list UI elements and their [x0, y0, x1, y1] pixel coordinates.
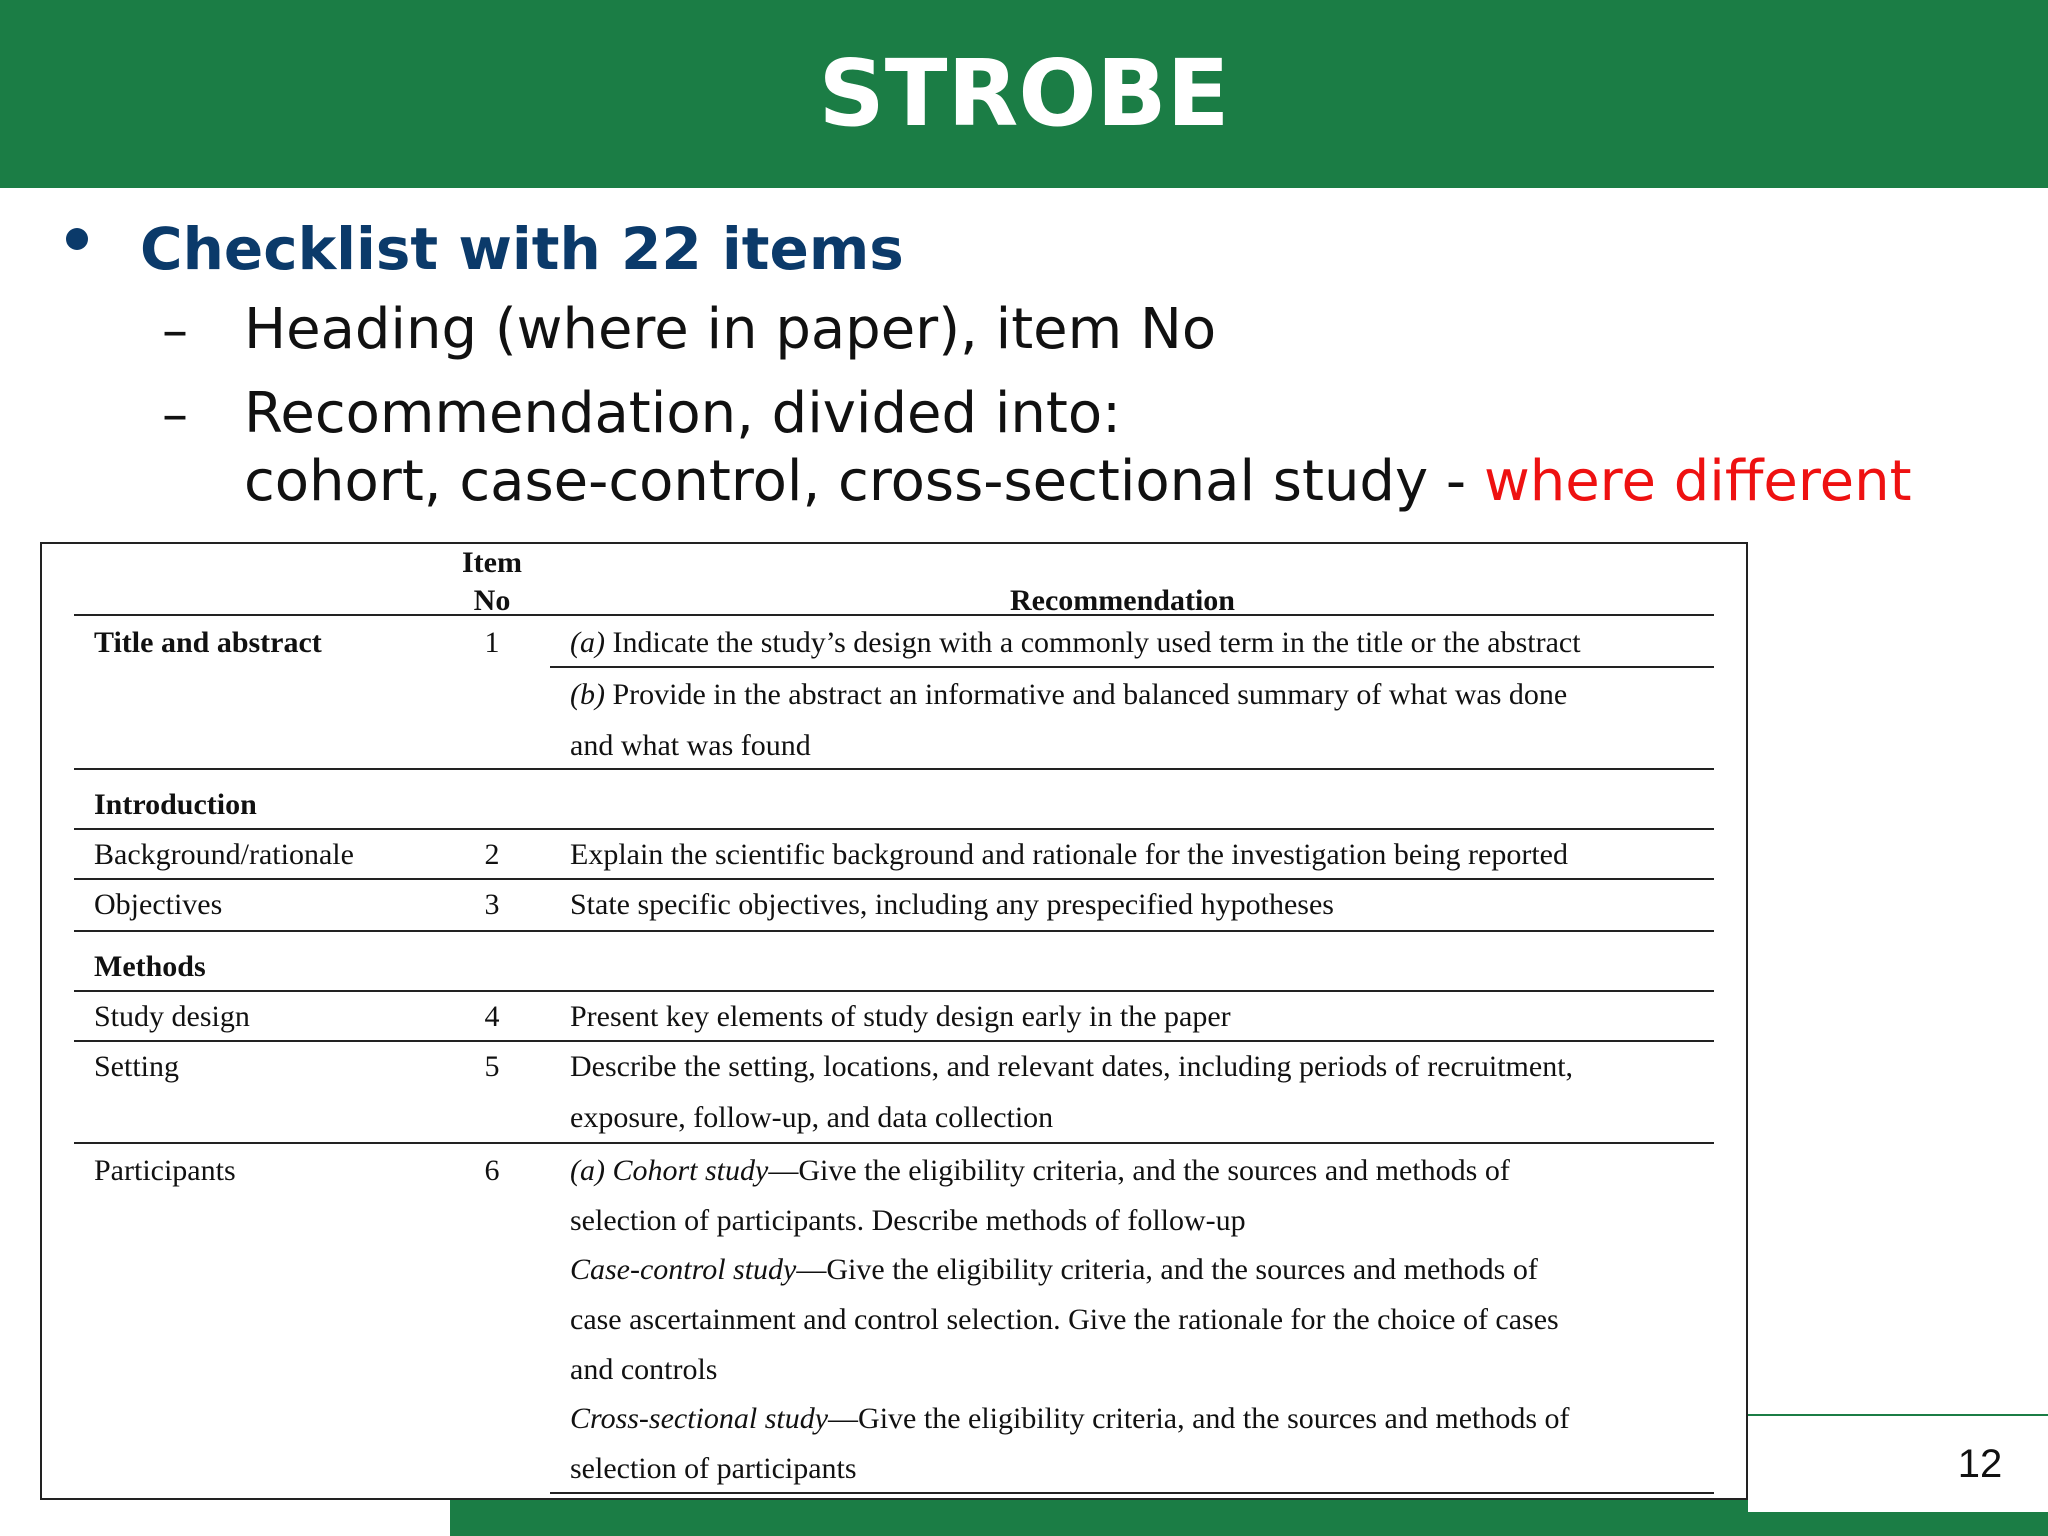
item-no-3: 3 [484, 888, 500, 921]
rec-participants-case-control-cont: case ascertainment and control selection. Give the rationale for the choice of cases [570, 1303, 1559, 1336]
item-no-4: 4 [484, 1000, 500, 1033]
row-heading-title-abstract: Title and abstract [94, 626, 322, 659]
header-item: Item [462, 546, 522, 579]
row-heading-participants: Participants [94, 1154, 236, 1187]
rec-text: Indicate the study’s design with a commonly used term in the title or the abstract [604, 626, 1581, 659]
rec-objectives: State specific objectives, including any prespecified hypotheses [570, 888, 1334, 921]
rec-participants-cohort [570, 1152, 1510, 1190]
rec-participants-case-control [570, 1251, 1538, 1289]
rec-title-abstract-b [570, 676, 1567, 714]
case-control-study-label: Case-control study [570, 1253, 797, 1286]
rule-row [74, 930, 1714, 932]
rule-row [74, 1142, 1714, 1144]
rule-row [74, 1040, 1714, 1042]
label-b: (b) [570, 678, 605, 711]
row-heading-background: Background/rationale [94, 838, 354, 871]
bullet-dot-icon [66, 228, 88, 250]
row-heading-study-design: Study design [94, 1000, 250, 1033]
rec-participants-cohort-cont: selection of participants. Describe methods of follow-up [570, 1204, 1246, 1237]
rule-row [74, 878, 1714, 880]
rule-row [74, 828, 1714, 830]
label-a: (a) [570, 626, 605, 659]
row-heading-setting: Setting [94, 1050, 180, 1083]
rec-title-abstract-a [570, 624, 1581, 662]
where-different-highlight: where different [1483, 449, 1912, 514]
rec-participants-cross-sectional-cont: selection of participants [570, 1452, 857, 1485]
rec-background: Explain the scientific background and rationale for the investigation being reported [570, 838, 1568, 871]
rule-sub [550, 666, 1714, 668]
rec-text: —Give the eligibility criteria, and the sources and methods of [768, 1154, 1510, 1187]
bullet-main: Checklist with 22 items [140, 215, 904, 283]
rule-header [74, 614, 1714, 616]
rec-participants-case-control-cont2: and controls [570, 1353, 718, 1386]
sub-bullet-study-types [244, 448, 1912, 516]
rec-setting-cont: exposure, follow-up, and data collection [570, 1101, 1054, 1134]
label-a: (a) [570, 1154, 605, 1187]
rec-text: —Give the eligibility criteria, and the sources and methods of [796, 1253, 1538, 1286]
item-no-6: 6 [484, 1154, 500, 1187]
item-no-1: 1 [484, 626, 500, 659]
rec-text: Provide in the abstract an informative and balanced summary of what was done [604, 678, 1568, 711]
rule-row [74, 768, 1714, 770]
slide-title: STROBE [818, 40, 1230, 147]
cross-sectional-study-label: Cross-sectional study [570, 1402, 829, 1435]
section-methods: Methods [94, 950, 206, 983]
header-no: No [473, 584, 511, 617]
dash-icon: – [162, 385, 188, 445]
sub-bullet-heading: Heading (where in paper), item No [244, 297, 1217, 362]
cohort-study-label: Cohort study [612, 1154, 769, 1187]
rec-participants-cross-sectional [570, 1400, 1570, 1438]
item-no-5: 5 [484, 1050, 500, 1083]
rec-study-design: Present key elements of study design early in the paper [570, 1000, 1231, 1033]
rec-setting: Describe the setting, locations, and relevant dates, including periods of recruitment, [570, 1050, 1574, 1083]
sub-bullet-recommendation: Recommendation, divided into: [244, 381, 1121, 446]
page-number: 12 [1957, 1442, 2003, 1486]
section-introduction: Introduction [94, 788, 257, 821]
rule-bottom [550, 1492, 1714, 1494]
item-no-2: 2 [484, 838, 500, 871]
rule-row [74, 990, 1714, 992]
row-heading-objectives: Objectives [94, 888, 223, 921]
rec-title-abstract-b-cont: and what was found [570, 729, 811, 762]
header-recommendation: Recommendation [1010, 584, 1235, 617]
study-types-text: cohort, case-control, cross-sectional study - [244, 449, 1484, 514]
strobe-checklist-table [40, 542, 1748, 1500]
rec-text: —Give the eligibility criteria, and the sources and methods of [828, 1402, 1570, 1435]
dash-icon: – [162, 301, 188, 361]
